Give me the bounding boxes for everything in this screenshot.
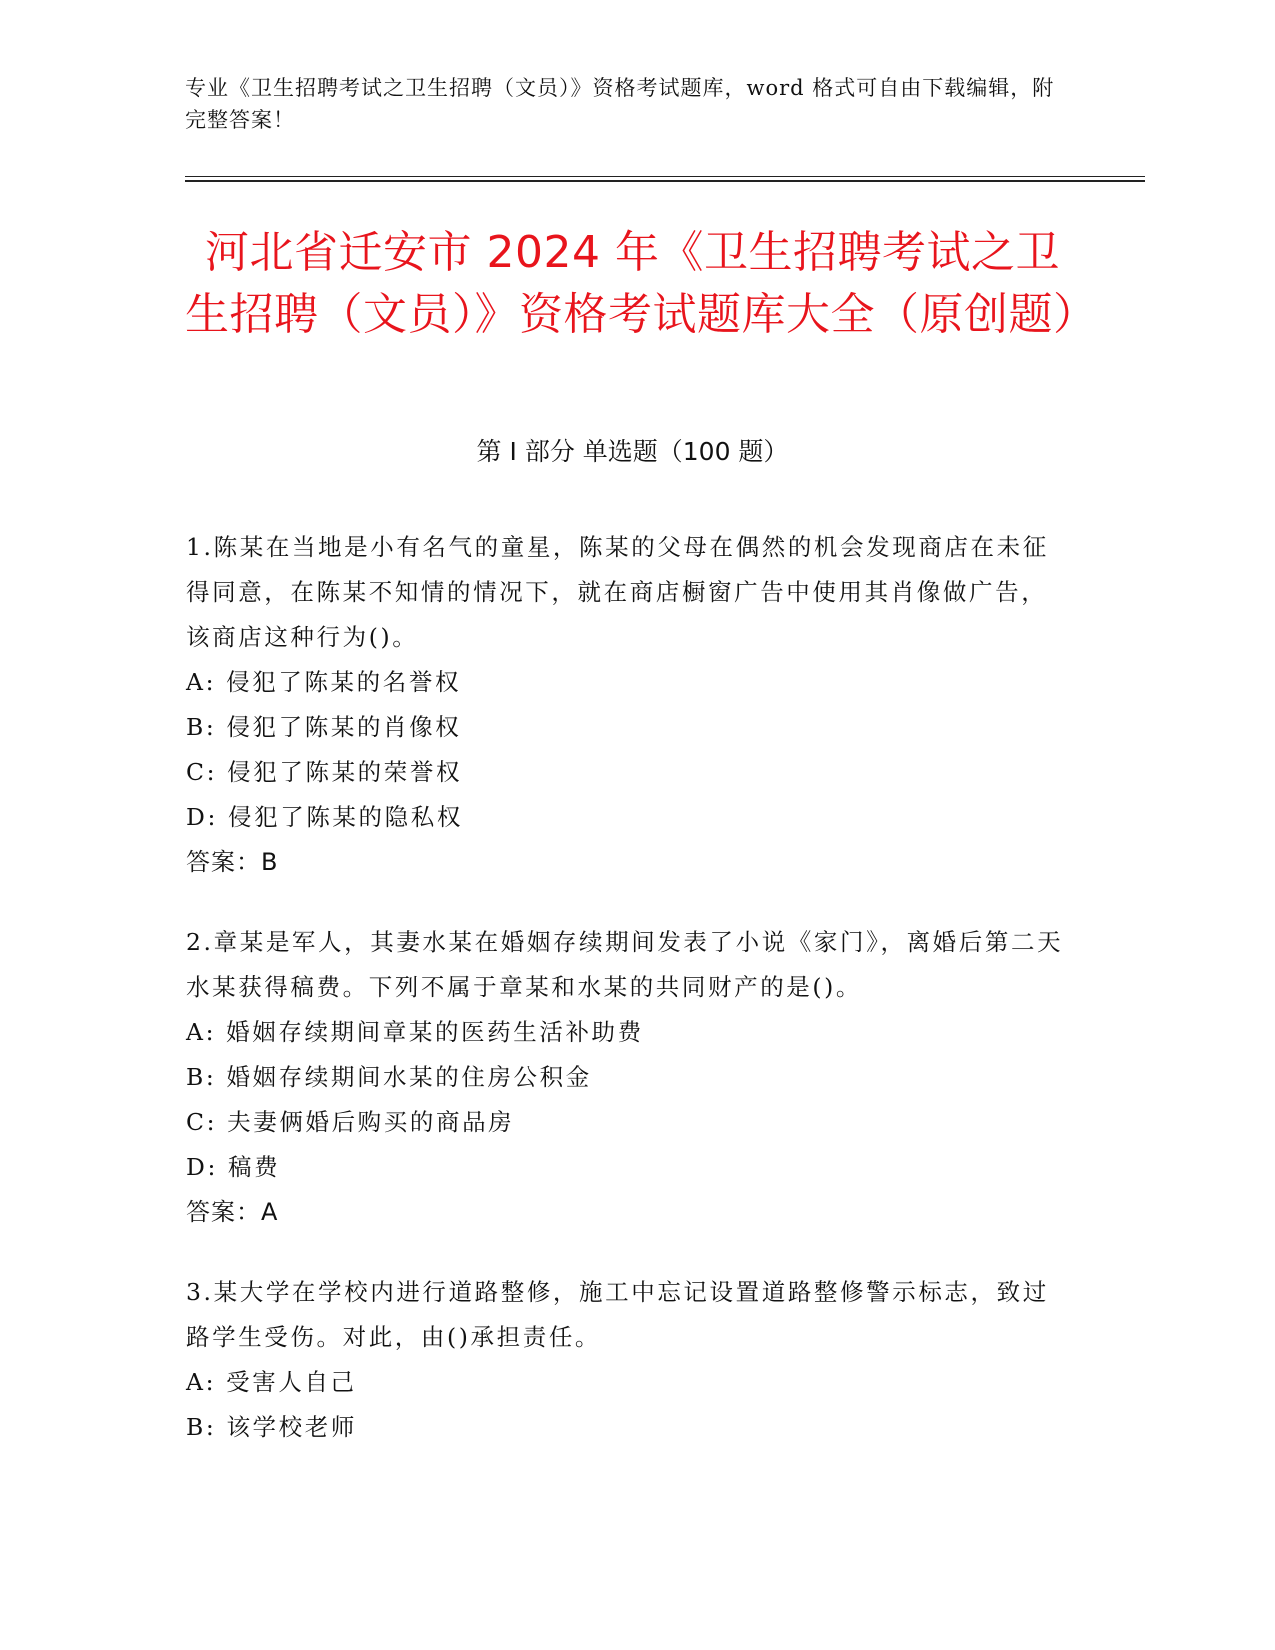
option-a: A: 受害人自己 <box>186 1368 357 1396</box>
question-2 <box>186 920 1066 1235</box>
option-a: A: 婚姻存续期间章某的医药生活补助费 <box>186 1018 644 1046</box>
answer: 答案：A <box>186 1198 279 1226</box>
header-divider-thick <box>185 180 1145 182</box>
option-c: C: 侵犯了陈某的荣誉权 <box>186 758 463 786</box>
option-d: D: 稿费 <box>186 1153 281 1181</box>
option-a: A: 侵犯了陈某的名誉权 <box>186 668 462 696</box>
option-d: D: 侵犯了陈某的隐私权 <box>186 803 463 831</box>
option-b: B: 该学校老师 <box>186 1413 357 1441</box>
question-stem: 1.陈某在当地是小有名气的童星，陈某的父母在偶然的机会发现商店在未征得同意，在陈某不知情的情况下，就在商店橱窗广告中使用其肖像做广告，该商店这种行为()。 <box>186 533 1049 651</box>
question-stem: 3.某大学在学校内进行道路整修，施工中忘记设置道路整修警示标志，致过路学生受伤。对此，由()承担责任。 <box>186 1278 1049 1351</box>
question-3 <box>186 1270 1066 1450</box>
header-divider-thin <box>185 176 1145 177</box>
section-title: 第 I 部分 单选题（100 题） <box>476 437 789 466</box>
header-note: 专业《卫生招聘考试之卫生招聘（文员）》资格考试题库，word 格式可自由下载编辑，附完整答案！ <box>185 76 1055 132</box>
answer: 答案：B <box>186 848 279 876</box>
option-b: B: 婚姻存续期间水某的住房公积金 <box>186 1063 592 1091</box>
question-1 <box>186 525 1066 885</box>
question-stem: 2.章某是军人，其妻水某在婚姻存续期间发表了小说《家门》，离婚后第二天水某获得稿费。下列不属于章某和水某的共同财产的是()。 <box>186 928 1064 1001</box>
option-c: C: 夫妻俩婚后购买的商品房 <box>186 1108 515 1136</box>
option-b: B: 侵犯了陈某的肖像权 <box>186 713 462 741</box>
question-list <box>186 525 1066 1485</box>
document-title: 河北省迁安市 2024 年《卫生招聘考试之卫生招聘（文员）》资格考试题库大全（原创题） <box>185 227 1098 340</box>
